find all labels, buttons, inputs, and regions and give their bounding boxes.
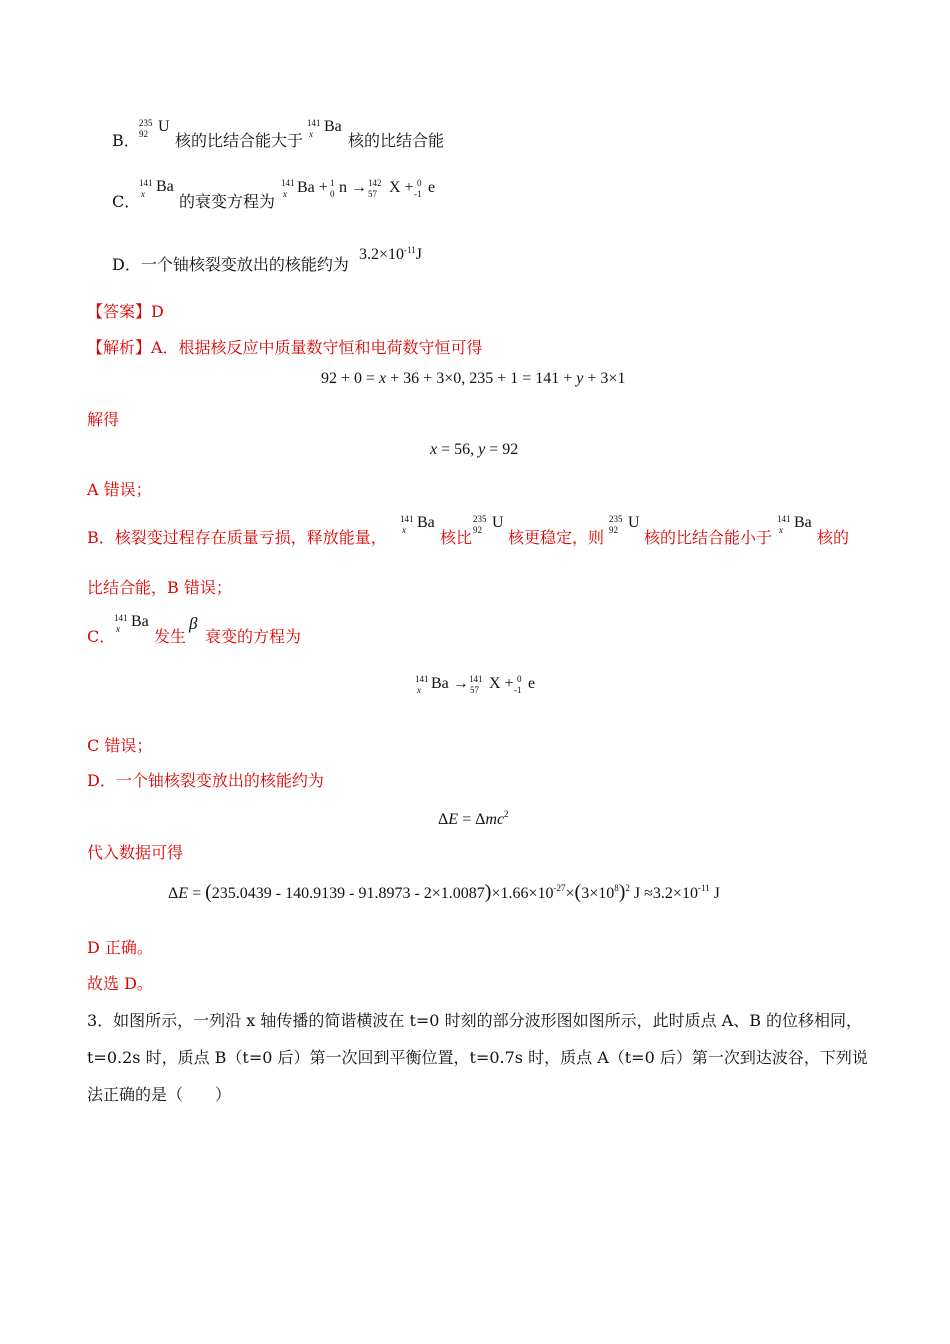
b-analysis-line2: 比结合能，B 错误； (87, 578, 232, 597)
question3-line1: 3．如图所示，一列沿 x 轴传播的简谐横波在 t=0 时刻的部分波形图如图所示，此时质点 A、B 的位移相同， (87, 1011, 863, 1030)
option-c-equation: 141 x Ba + 1 0 n → 142 57 X + 0 -1 e (281, 178, 436, 199)
nuclide-u235-b1: 235 92 U (473, 514, 504, 535)
equation-long: $\Delta E = (235.0439 - 140.9139 - 91.8973 - 2\times 1.0087)\times 1.66\times 10^{-27}\times(3\times 10^8)^2$ $J \approx 3.2\times 10^{-11}$ J (168, 881, 720, 903)
analysis-intro: 【解析】A．根据核反应中质量数守恒和电荷数守恒可得 (87, 338, 483, 357)
nuclide-ba141-b: 141 x Ba (400, 514, 435, 535)
option-b-text2: 核的比结合能 (348, 131, 445, 150)
c-wrong: C 错误； (87, 736, 153, 755)
b-analysis-part1: B．核裂变过程存在质量亏损，释放能量， (87, 528, 387, 547)
substitute-label: 代入数据可得 (87, 843, 184, 862)
question3-line2: t=0.2s 时，质点 B（t=0 后）第一次回到平衡位置，t=0.7s 时，质点 A（t=0 后）第一次到达波谷，下列说 (87, 1048, 868, 1067)
nuclide-ba141-b2: 141 x Ba (777, 514, 812, 535)
b-analysis-part2: 核比 (440, 528, 473, 547)
c-analysis-text1: 发生 (154, 627, 187, 646)
b-analysis-part3: 核更稳定，则 (508, 528, 605, 547)
nuclide-u235: 235 92 U (139, 118, 170, 139)
beta-symbol: β (189, 614, 198, 633)
equation-beta-decay: 141 x Ba → 141 57 X + 0 -1 e (415, 674, 536, 695)
solve-label: 解得 (87, 410, 120, 429)
b-analysis-part5: 核的 (817, 528, 850, 547)
option-d-text: D．一个铀核裂变放出的核能约为 (112, 255, 349, 274)
nuclide-u235-b2: 235 92 U (609, 514, 640, 535)
option-b-label: B． (112, 131, 140, 150)
option-d-value: $3.2\times 10^{-11}J$ (359, 245, 422, 263)
option-c-text1: 的衰变方程为 (179, 192, 276, 211)
nuclide-ba141-c: 141 x Ba (139, 178, 174, 199)
c-analysis-label: C． (87, 627, 116, 646)
c-analysis-text2: 衰变的方程为 (205, 627, 302, 646)
nuclide-ba141-c2: 141 x Ba (114, 613, 149, 634)
a-wrong: A 错误； (87, 480, 152, 499)
option-b-text1: 核的比结合能大于 (175, 131, 304, 150)
choose-d: 故选 D。 (87, 974, 153, 993)
question3-line3: 法正确的是（ ） (87, 1085, 232, 1104)
equation-conservation: 92 + 0 = x + 36 + 3×0, 235 + 1 = 141 + y + 3×1 (321, 370, 626, 387)
option-c-label: C． (112, 192, 141, 211)
b-analysis-part4: 核的比结合能小于 (644, 528, 773, 547)
d-analysis-intro: D．一个铀核裂变放出的核能约为 (87, 771, 324, 790)
nuclide-ba141: 141 x Ba (307, 118, 342, 139)
equation-solution: x = 56, y = 92 (430, 441, 519, 458)
answer: 【答案】D (87, 302, 164, 321)
d-correct: D 正确。 (87, 938, 153, 957)
equation-emc2: ΔE = Δmc$^2$ (438, 809, 509, 828)
